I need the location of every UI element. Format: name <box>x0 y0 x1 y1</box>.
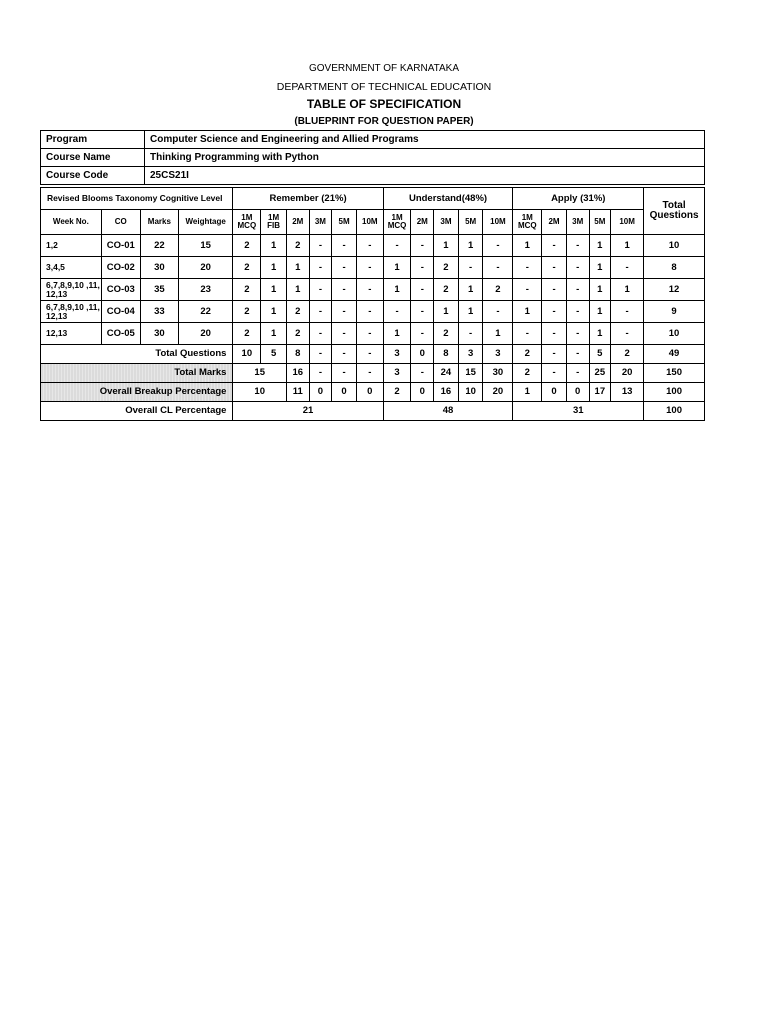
total-marks-cell: 15 <box>233 364 287 383</box>
question-count-cell: - <box>383 301 411 323</box>
column-header: 3M <box>309 210 332 235</box>
weightage-cell: 23 <box>178 279 233 301</box>
question-count-cell: - <box>566 323 589 345</box>
question-count-cell: 2 <box>233 235 261 257</box>
breakup-percentage-cell: 13 <box>611 383 644 402</box>
question-count-cell: - <box>611 301 644 323</box>
program-value: Computer Science and Engineering and Allied Programs <box>145 131 705 149</box>
column-header: 2M <box>542 210 567 235</box>
question-count-cell: - <box>309 301 332 323</box>
apply-group-header: Apply (31%) <box>513 188 644 210</box>
question-count-cell: 1 <box>483 323 513 345</box>
total-questions-cell: - <box>566 345 589 364</box>
question-count-cell: 1 <box>383 279 411 301</box>
column-header: 5M <box>458 210 483 235</box>
column-header: CO <box>101 210 140 235</box>
column-header: 1M MCQ <box>383 210 411 235</box>
question-count-cell: 1 <box>383 257 411 279</box>
total-marks-cell: 2 <box>513 364 542 383</box>
weightage-cell: 22 <box>178 301 233 323</box>
total-questions-cell: 3 <box>383 345 411 364</box>
question-count-cell: 1 <box>589 301 611 323</box>
question-count-cell: 1 <box>589 257 611 279</box>
question-count-cell: - <box>411 235 434 257</box>
question-count-cell: 2 <box>233 257 261 279</box>
question-count-cell: 2 <box>286 323 309 345</box>
column-header: 1M MCQ <box>233 210 261 235</box>
row-total-cell: 9 <box>644 301 705 323</box>
column-header: 10M <box>611 210 644 235</box>
course-name-row <box>41 149 705 167</box>
total-questions-cell: - <box>309 345 332 364</box>
total-questions-label: Total Questions <box>41 345 233 364</box>
co-cell: CO-05 <box>101 323 140 345</box>
question-count-cell: - <box>309 279 332 301</box>
question-count-cell: - <box>309 257 332 279</box>
question-count-cell: - <box>513 323 542 345</box>
column-header: 1M FIB <box>261 210 287 235</box>
course-code-row <box>41 167 705 185</box>
co-cell: CO-03 <box>101 279 140 301</box>
total-marks-cell: - <box>411 364 434 383</box>
table-row <box>41 235 705 257</box>
table-row <box>41 279 705 301</box>
question-count-cell: - <box>411 279 434 301</box>
total-questions-header: Total Questions <box>644 188 705 235</box>
breakup-percentage-cell: 10 <box>233 383 287 402</box>
question-count-cell: 1 <box>434 301 459 323</box>
question-count-cell: - <box>483 257 513 279</box>
question-count-cell: - <box>542 301 567 323</box>
question-count-cell: 2 <box>286 301 309 323</box>
remember-group-header: Remember (21%) <box>233 188 383 210</box>
column-header: Weightage <box>178 210 233 235</box>
question-count-cell: - <box>458 257 483 279</box>
question-count-cell: 1 <box>261 323 287 345</box>
total-questions-cell: 10 <box>233 345 261 364</box>
marks-cell: 35 <box>140 279 178 301</box>
question-count-cell: - <box>566 279 589 301</box>
understand-group-header: Understand(48%) <box>383 188 513 210</box>
column-header: 5M <box>589 210 611 235</box>
question-count-cell: - <box>566 257 589 279</box>
course-info-table <box>40 130 705 185</box>
question-count-cell: 2 <box>434 323 459 345</box>
specification-table <box>40 187 705 421</box>
total-questions-cell: 5 <box>261 345 287 364</box>
row-total-cell: 10 <box>644 323 705 345</box>
cl-percentage-cell: 31 <box>513 402 644 421</box>
total-marks-cell: 16 <box>286 364 309 383</box>
question-count-cell: 1 <box>261 257 287 279</box>
document-subtitle: (BLUEPRINT FOR QUESTION PAPER) <box>294 116 474 127</box>
total-questions-cell: 8 <box>286 345 309 364</box>
question-count-cell: 1 <box>611 235 644 257</box>
column-header: 2M <box>286 210 309 235</box>
breakup-percentage-cell: 11 <box>286 383 309 402</box>
question-count-cell: - <box>542 323 567 345</box>
total-questions-cell: 5 <box>589 345 611 364</box>
total-marks-cell: - <box>542 364 567 383</box>
column-header: 10M <box>483 210 513 235</box>
group-header-row <box>41 188 705 210</box>
course-name-value: Thinking Programming with Python <box>145 149 705 167</box>
breakup-percentage-cell: 2 <box>383 383 411 402</box>
breakup-percentage-cell: 1 <box>513 383 542 402</box>
total-marks-cell: 15 <box>458 364 483 383</box>
question-count-cell: - <box>383 235 411 257</box>
question-count-cell: 1 <box>286 279 309 301</box>
column-header: 3M <box>566 210 589 235</box>
weightage-cell: 20 <box>178 323 233 345</box>
week-no-cell: 3,4,5 <box>41 257 102 279</box>
total-questions-cell: 2 <box>513 345 542 364</box>
row-total-cell: 10 <box>644 235 705 257</box>
total-marks-cell: - <box>332 364 357 383</box>
table-row <box>41 301 705 323</box>
table-row <box>41 257 705 279</box>
co-cell: CO-01 <box>101 235 140 257</box>
question-count-cell: - <box>611 323 644 345</box>
total-marks-cell: - <box>356 364 383 383</box>
breakup-percentage-cell: 0 <box>309 383 332 402</box>
course-code-label: Course Code <box>41 167 145 185</box>
total-marks-row <box>41 364 705 383</box>
question-count-cell: 1 <box>286 257 309 279</box>
total-marks-cell: 25 <box>589 364 611 383</box>
question-count-cell: 1 <box>589 323 611 345</box>
question-count-cell: 1 <box>513 301 542 323</box>
document-title: TABLE OF SPECIFICATION <box>306 97 462 111</box>
total-marks-total: 150 <box>644 364 705 383</box>
question-count-cell: 1 <box>383 323 411 345</box>
column-header: Marks <box>140 210 178 235</box>
department-heading: DEPARTMENT OF TECHNICAL EDUCATION <box>276 81 492 93</box>
column-header: 5M <box>332 210 357 235</box>
question-count-cell: - <box>483 235 513 257</box>
week-no-cell: 6,7,8,9,10 ,11, 12,13 <box>41 301 102 323</box>
total-marks-cell: 3 <box>383 364 411 383</box>
weightage-cell: 15 <box>178 235 233 257</box>
question-count-cell: - <box>411 301 434 323</box>
column-header: 3M <box>434 210 459 235</box>
question-count-cell: 1 <box>261 301 287 323</box>
cl-percentage-row <box>41 402 705 421</box>
column-header: 2M <box>411 210 434 235</box>
question-count-cell: - <box>566 235 589 257</box>
question-count-cell: - <box>411 257 434 279</box>
question-count-cell: - <box>483 301 513 323</box>
question-count-cell: 1 <box>589 235 611 257</box>
program-label: Program <box>41 131 145 149</box>
breakup-percentage-cell: 20 <box>483 383 513 402</box>
question-count-cell: 1 <box>261 235 287 257</box>
total-questions-cell: 3 <box>483 345 513 364</box>
total-questions-cell: 8 <box>434 345 459 364</box>
total-marks-cell: - <box>309 364 332 383</box>
question-count-cell: - <box>309 235 332 257</box>
course-code-value: 25CS21I <box>145 167 705 185</box>
question-count-cell: - <box>356 323 383 345</box>
marks-cell: 33 <box>140 301 178 323</box>
question-count-cell: 1 <box>458 301 483 323</box>
question-count-cell: 1 <box>589 279 611 301</box>
co-cell: CO-04 <box>101 301 140 323</box>
question-count-cell: 1 <box>611 279 644 301</box>
blooms-level-label: Revised Blooms Taxonomy Cognitive Level <box>41 188 233 210</box>
cl-percentage-cell: 21 <box>233 402 383 421</box>
total-marks-cell: 30 <box>483 364 513 383</box>
question-count-cell: 2 <box>434 279 459 301</box>
breakup-percentage-cell: 0 <box>566 383 589 402</box>
total-questions-cell: 0 <box>411 345 434 364</box>
question-count-cell: - <box>356 257 383 279</box>
question-count-cell: - <box>332 279 357 301</box>
breakup-percentage-cell: 0 <box>542 383 567 402</box>
breakup-percentage-cell: 17 <box>589 383 611 402</box>
co-cell: CO-02 <box>101 257 140 279</box>
week-no-cell: 1,2 <box>41 235 102 257</box>
question-count-cell: 1 <box>458 235 483 257</box>
marks-cell: 30 <box>140 323 178 345</box>
question-count-cell: 2 <box>233 301 261 323</box>
question-count-cell: 1 <box>261 279 287 301</box>
cl-percentage-label: Overall CL Percentage <box>41 402 233 421</box>
total-questions-cell: - <box>356 345 383 364</box>
total-questions-cell: - <box>332 345 357 364</box>
week-no-cell: 12,13 <box>41 323 102 345</box>
row-total-cell: 12 <box>644 279 705 301</box>
total-marks-cell: 20 <box>611 364 644 383</box>
question-count-cell: 1 <box>434 235 459 257</box>
question-count-cell: - <box>356 279 383 301</box>
total-marks-cell: - <box>566 364 589 383</box>
question-count-cell: - <box>566 301 589 323</box>
question-count-cell: - <box>458 323 483 345</box>
total-questions-cell: 2 <box>611 345 644 364</box>
question-count-cell: - <box>542 257 567 279</box>
breakup-percentage-cell: 10 <box>458 383 483 402</box>
breakup-percentage-label: Overall Breakup Percentage <box>41 383 233 402</box>
question-count-cell: - <box>332 257 357 279</box>
question-count-cell: 1 <box>458 279 483 301</box>
question-count-cell: - <box>611 257 644 279</box>
week-no-cell: 6,7,8,9,10 ,11, 12,13 <box>41 279 102 301</box>
total-questions-cell: 3 <box>458 345 483 364</box>
question-count-cell: - <box>309 323 332 345</box>
marks-cell: 22 <box>140 235 178 257</box>
total-questions-row <box>41 345 705 364</box>
row-total-cell: 8 <box>644 257 705 279</box>
question-count-cell: 2 <box>434 257 459 279</box>
cl-percentage-total: 100 <box>644 402 705 421</box>
question-count-cell: 1 <box>513 235 542 257</box>
breakup-percentage-cell: 0 <box>411 383 434 402</box>
course-name-label: Course Name <box>41 149 145 167</box>
cl-percentage-cell: 48 <box>383 402 513 421</box>
question-count-cell: - <box>411 323 434 345</box>
question-count-cell: - <box>332 323 357 345</box>
column-header-row <box>41 210 705 235</box>
breakup-percentage-cell: 0 <box>332 383 357 402</box>
question-count-cell: - <box>513 257 542 279</box>
question-count-cell: 2 <box>483 279 513 301</box>
total-marks-cell: 24 <box>434 364 459 383</box>
question-count-cell: - <box>332 235 357 257</box>
question-count-cell: 2 <box>233 279 261 301</box>
question-count-cell: - <box>542 279 567 301</box>
breakup-percentage-row <box>41 383 705 402</box>
question-count-cell: - <box>356 301 383 323</box>
total-questions-total: 49 <box>644 345 705 364</box>
weightage-cell: 20 <box>178 257 233 279</box>
question-count-cell: - <box>542 235 567 257</box>
program-row <box>41 131 705 149</box>
breakup-percentage-total: 100 <box>644 383 705 402</box>
column-header: Week No. <box>41 210 102 235</box>
breakup-percentage-cell: 16 <box>434 383 459 402</box>
question-count-cell: - <box>332 301 357 323</box>
column-header: 1M MCQ <box>513 210 542 235</box>
gov-heading: GOVERNMENT OF KARNATAKA <box>308 63 460 74</box>
question-count-cell: 2 <box>233 323 261 345</box>
marks-cell: 30 <box>140 257 178 279</box>
question-count-cell: 2 <box>286 235 309 257</box>
table-row <box>41 323 705 345</box>
question-count-cell: - <box>513 279 542 301</box>
question-count-cell: - <box>356 235 383 257</box>
breakup-percentage-cell: 0 <box>356 383 383 402</box>
column-header: 10M <box>356 210 383 235</box>
total-questions-cell: - <box>542 345 567 364</box>
total-marks-label: Total Marks <box>41 364 233 383</box>
